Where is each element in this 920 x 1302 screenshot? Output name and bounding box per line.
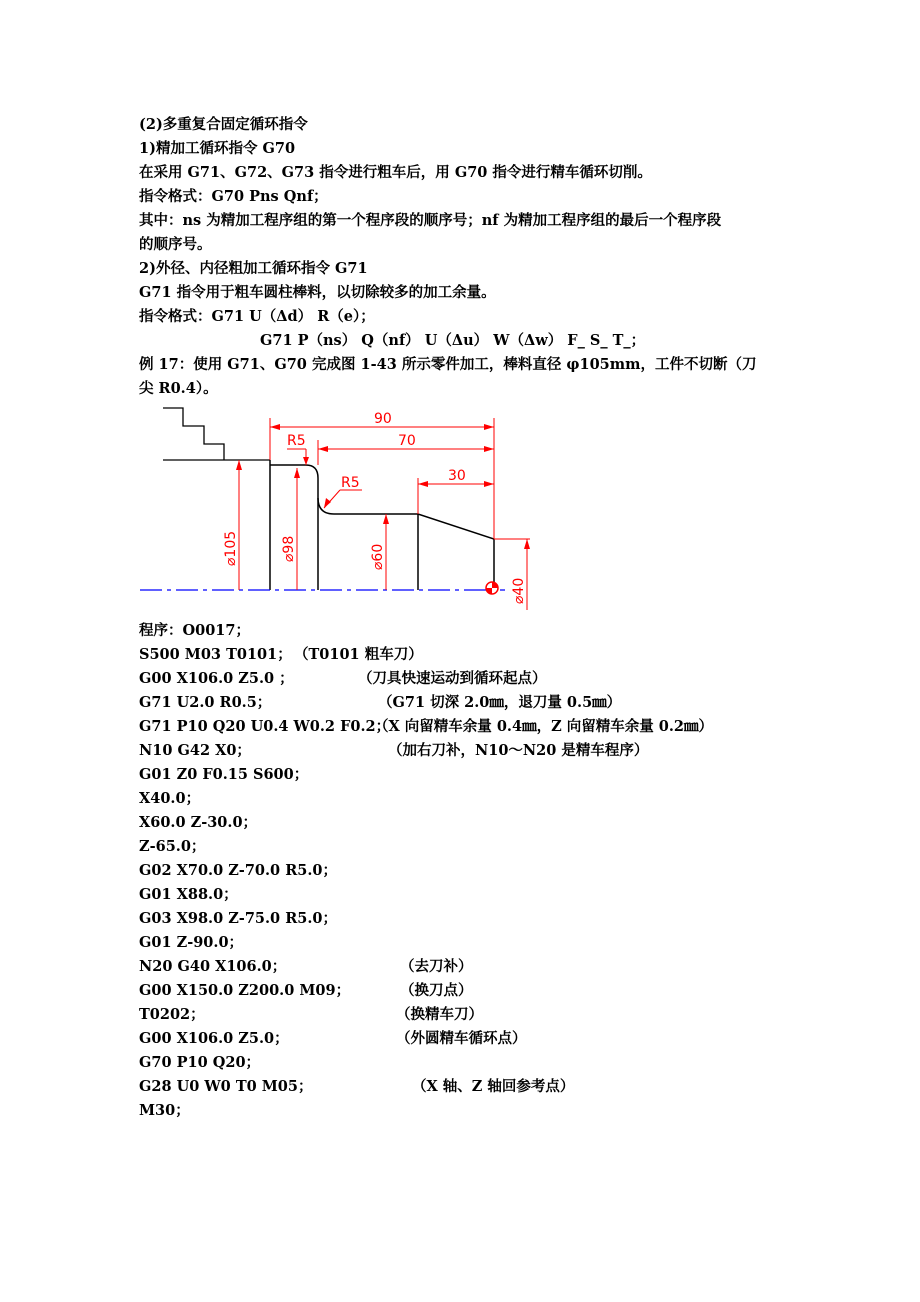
subsection-heading-g70: 1)精加工循环指令 G70 xyxy=(139,140,296,157)
program-line: G01 Z-90.0； xyxy=(139,934,244,951)
dim-r5-top-label: R5 xyxy=(287,433,306,449)
program-line: G00 X106.0 Z5.0； xyxy=(139,1030,289,1047)
program-comment: （G71 切深 2.0㎜，退刀量 0.5㎜） xyxy=(378,694,622,711)
program-line: Z-65.0； xyxy=(139,838,206,855)
program-title: 程序：O0017； xyxy=(139,622,250,639)
program-line: G03 X98.0 Z-75.0 R5.0； xyxy=(139,910,337,927)
program-line: G01 X88.0； xyxy=(139,886,238,903)
program-line: N10 G42 X0； xyxy=(139,742,251,759)
paragraph-line: 的顺序号。 xyxy=(139,236,212,253)
program-comment: （换刀点） xyxy=(400,982,473,999)
format-line-g70: 指令格式：G70 Pns Qnf； xyxy=(139,188,328,205)
program-line: X60.0 Z-30.0； xyxy=(139,814,258,831)
format-line-g71-a: 指令格式：G71 U（Δd） R（e）； xyxy=(139,308,375,325)
stock-step-outline xyxy=(163,408,224,460)
paragraph-line: 在采用 G71、G72、G73 指令进行粗车后，用 G70 指令进行精车循环切削。 xyxy=(139,164,652,181)
dim-d105-label: ⌀105 xyxy=(223,530,239,566)
program-comment: （刀具快速运动到循环起点） xyxy=(358,670,547,687)
program-line: G01 Z0 F0.15 S600； xyxy=(139,766,309,783)
dim-d98-label: ⌀98 xyxy=(281,535,297,562)
program-line: T0202； xyxy=(139,1006,205,1023)
program-line: G70 P10 Q20； xyxy=(139,1054,261,1071)
program-line: G28 U0 W0 T0 M05； xyxy=(139,1078,313,1095)
dim-d60-label: ⌀60 xyxy=(370,543,386,570)
format-line-g71-b: G71 P（ns） Q（nf） U（Δu） W（Δw） F_ S_ T_； xyxy=(260,332,646,349)
program-comment: （T0101 粗车刀） xyxy=(294,646,423,663)
paragraph-line: 其中：ns 为精加工程序组的第一个程序段的顺序号；nf 为精加工程序组的最后一个程序段 xyxy=(139,212,722,229)
program-line: S500 M03 T0101； xyxy=(139,646,292,663)
program-comment: （外圆精车循环点） xyxy=(396,1030,527,1047)
program-comment: （去刀补） xyxy=(400,958,473,975)
dim-30-label: 30 xyxy=(448,468,466,484)
dim-r5-mid-label: R5 xyxy=(341,475,360,491)
paragraph-line: G71 指令用于粗车圆柱棒料，以切除较多的加工余量。 xyxy=(139,284,496,301)
program-comment: （换精车刀） xyxy=(396,1006,483,1023)
example-line: 例 17：使用 G71、G70 完成图 1-43 所示零件加工，棒料直径 φ105mm，工件不切断（刀 xyxy=(139,356,757,373)
program-line: M30； xyxy=(139,1102,190,1119)
program-line: G71 P10 Q20 U0.4 W0.2 F0.2； xyxy=(139,718,391,735)
program-comment: （X 向留精车余量 0.4㎜，Z 向留精车余量 0.2㎜） xyxy=(374,718,713,735)
program-line: X40.0； xyxy=(139,790,201,807)
program-line: G00 X106.0 Z5.0 ； xyxy=(139,670,294,687)
subsection-heading-g71: 2)外径、内径粗加工循环指令 G71 xyxy=(139,260,368,277)
example-line: 尖 R0.4）。 xyxy=(139,380,218,397)
program-line: G02 X70.0 Z-70.0 R5.0； xyxy=(139,862,337,879)
dim-70-label: 70 xyxy=(398,433,416,449)
section-heading: (2)多重复合固定循环指令 xyxy=(139,116,308,133)
program-comment: （X 轴、Z 轴回参考点） xyxy=(412,1078,575,1095)
program-line: G00 X150.0 Z200.0 M09； xyxy=(139,982,351,999)
dim-d40-label: ⌀40 xyxy=(511,577,527,604)
program-line: G71 U2.0 R0.5； xyxy=(139,694,272,711)
dimension-arrows xyxy=(236,424,530,549)
program-comment: （加右刀补，N10～N20 是精车程序） xyxy=(388,742,649,759)
dim-90-label: 90 xyxy=(374,411,392,427)
program-line: N20 G40 X106.0； xyxy=(139,958,287,975)
